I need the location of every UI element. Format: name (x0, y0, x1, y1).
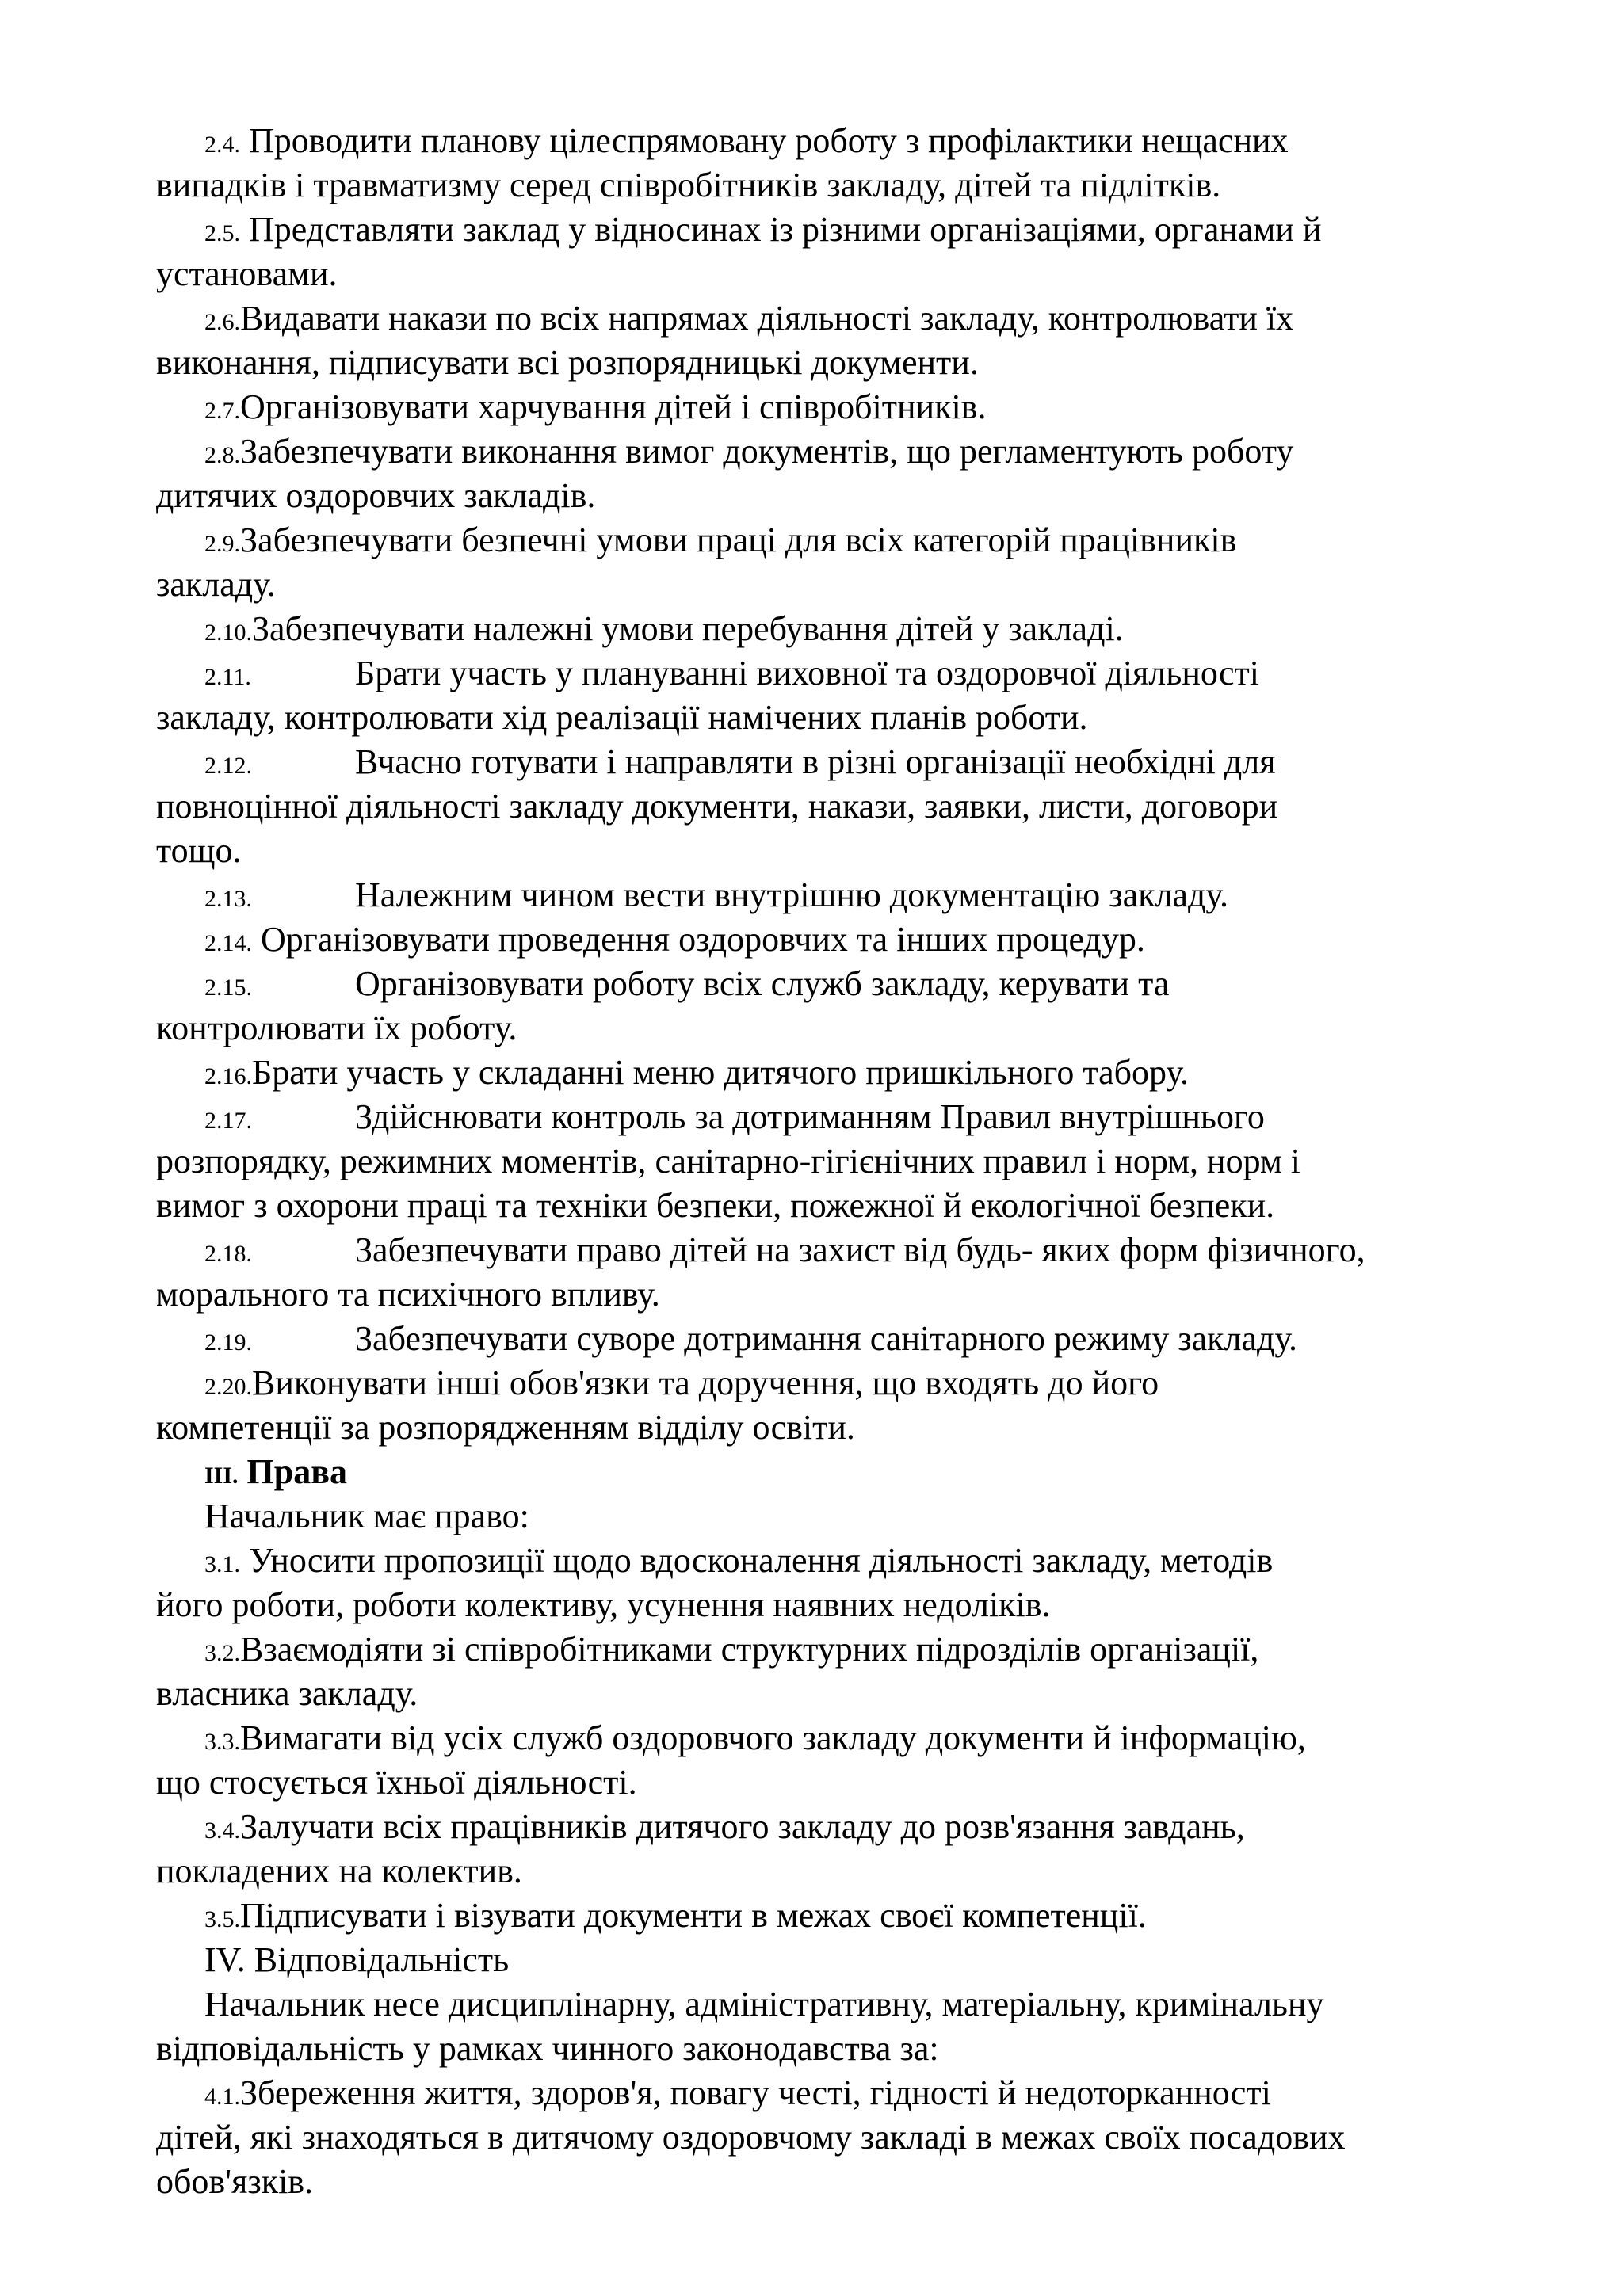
item-text: Забезпечувати безпечні умови праці для всіх категорій працівників (240, 521, 1237, 559)
item-2-8 (204, 429, 1293, 478)
item-number: 2.13. (204, 886, 252, 912)
item-number: 2.17. (204, 1108, 252, 1134)
item-number: 2.8. (204, 442, 240, 468)
item-number: 3.2. (204, 1640, 240, 1666)
item-number: 2.5. (204, 220, 240, 246)
text-line: морального та психічного впливу. (156, 1275, 660, 1314)
item-text: Забезпечувати належні умови перебування дітей у закладі. (252, 609, 1124, 648)
item-2-13 (204, 873, 1228, 921)
text-line: установами. (156, 254, 338, 293)
item-2-15 (204, 962, 1169, 1010)
item-2-16 (204, 1051, 1189, 1099)
item-number: 2.12. (204, 753, 252, 779)
item-text: Уносити пропозиції щодо вдосконалення діяльності закладу, методів (249, 1541, 1274, 1580)
item-2-10 (204, 607, 1124, 655)
item-2-11 (204, 651, 1259, 700)
item-text: Видавати накази по всіх напрямах діяльності закладу, контролювати їх (240, 299, 1294, 338)
text-line: компетенції за розпорядженням відділу освіти. (156, 1408, 855, 1447)
section-heading-rights (204, 1450, 347, 1498)
item-text: Організовувати проведення оздоровчих та інших процедур. (261, 920, 1145, 959)
text-line: вимог з охорони праці та техніки безпеки, пожежної й екологічної безпеки. (156, 1186, 1275, 1225)
text-line: закладу. (156, 565, 276, 604)
text-line: випадків і травматизму серед співробітників закладу, дітей та підлітків. (156, 166, 1221, 204)
text-line: закладу, контролювати хід реалізації намічених планів роботи. (156, 698, 1088, 737)
item-text: Брати участь у плануванні виховної та оздоровчої діяльності (355, 654, 1259, 692)
item-number: 2.10. (204, 620, 252, 646)
item-2-14 (204, 917, 1145, 966)
item-text: Належним чином вести внутрішню документацію закладу. (355, 875, 1228, 914)
item-2-4 (204, 119, 1289, 167)
item-number: 2.14. (204, 930, 252, 956)
section-heading-responsibility: IV. Відповідальність (204, 1940, 510, 1979)
item-2-5 (204, 208, 1321, 256)
item-3-3 (204, 1716, 1306, 1764)
text-line: покладених на колектив. (156, 1852, 522, 1890)
item-2-20 (204, 1361, 1159, 1409)
item-text: Залучати всіх працівників дитячого закладу до розв'язання завдань, (240, 1807, 1245, 1846)
item-2-18 (204, 1228, 1365, 1276)
item-number: 3.4. (204, 1817, 240, 1844)
text-line: відповідальність у рамках чинного законодавства за: (156, 2029, 939, 2068)
item-number: 2.7. (204, 398, 240, 424)
item-number: 2.18. (204, 1241, 252, 1267)
item-text: Брати участь у складанні меню дитячого пришкільного табору. (252, 1053, 1190, 1092)
item-text: Представляти заклад у відносинах із різними організаціями, органами й (249, 210, 1322, 249)
text-line: власника закладу. (156, 1674, 418, 1713)
item-text: Взаємодіяти зі співробітниками структурних підрозділів організації, (240, 1630, 1259, 1669)
item-text: Вчасно готувати і направляти в різні організації необхідні для (355, 742, 1276, 781)
text-line: що стосується їхньої діяльності. (156, 1763, 637, 1802)
text-line: контролювати їх роботу. (156, 1009, 517, 1047)
item-number: 3.3. (204, 1729, 240, 1755)
item-text: Забезпечувати суворе дотримання санітарного режиму закладу. (355, 1319, 1298, 1358)
item-text: Збереження життя, здоров'я, повагу честі, гідності й недоторканності (240, 2073, 1271, 2112)
text-line: Начальник несе дисциплінарну, адміністративну, матеріальну, кримінальну (204, 1985, 1324, 2023)
item-2-17 (204, 1095, 1265, 1143)
section-number: III. (204, 1463, 239, 1489)
item-number: 2.15. (204, 974, 252, 1001)
text-line: обов'язків. (156, 2162, 314, 2201)
item-text: Проводити планову цілеспрямовану роботу з профілактики нещасних (249, 121, 1289, 160)
item-2-12 (204, 740, 1276, 788)
item-3-5 (204, 1894, 1147, 1942)
text-line: його роботи, роботи колективу, усунення наявних недоліків. (156, 1585, 1051, 1624)
text-line: Начальник має право: (204, 1497, 529, 1535)
item-number: 2.16. (204, 1063, 252, 1089)
item-4-1 (204, 2071, 1271, 2119)
item-text: Забезпечувати виконання вимог документів, що регламентують роботу (240, 432, 1294, 471)
item-number: 2.11. (204, 664, 251, 690)
text-line: розпорядку, режимних моментів, санітарно-гігієнічних правил і норм, норм і (156, 1142, 1301, 1180)
text-line: дітей, які знаходяться в дитячому оздоровчому закладі в межах своїх посадових (156, 2118, 1346, 2157)
text-line: виконання, підписувати всі розпорядницькі документи. (156, 343, 979, 382)
text-line: тощо. (156, 831, 242, 870)
item-text: Забезпечувати право дітей на захист від будь- яких форм фізичного, (355, 1230, 1365, 1269)
section-title: Права (246, 1452, 347, 1491)
item-text: Здійснювати контроль за дотриманням Правил внутрішнього (355, 1097, 1265, 1136)
item-text: Організовувати роботу всіх служб закладу, керувати та (355, 964, 1170, 1003)
item-number: 2.4. (204, 132, 240, 158)
item-text: Підписувати і візувати документи в межах своєї компетенції. (240, 1896, 1147, 1935)
item-number: 3.1. (204, 1551, 240, 1577)
item-number: 2.19. (204, 1329, 252, 1356)
item-3-1 (204, 1539, 1273, 1587)
item-2-7 (204, 385, 986, 433)
item-2-6 (204, 296, 1293, 345)
text-line: дитячих оздоровчих закладів. (156, 476, 596, 515)
item-text: Виконувати інші обов'язки та доручення, що входять до його (252, 1363, 1159, 1402)
item-number: 2.9. (204, 531, 240, 557)
item-text: Організовувати харчування дітей і співробітників. (240, 387, 987, 426)
item-number: 4.1. (204, 2084, 240, 2110)
text-line: повноцінної діяльності закладу документи, накази, заявки, листи, договори (156, 787, 1278, 826)
item-2-19 (204, 1317, 1297, 1365)
item-2-9 (204, 518, 1236, 566)
item-3-2 (204, 1627, 1258, 1676)
item-number: 3.5. (204, 1906, 240, 1932)
item-number: 2.6. (204, 309, 240, 335)
item-number: 2.20. (204, 1374, 252, 1400)
item-3-4 (204, 1805, 1245, 1853)
item-text: Вимагати від усіх служб оздоровчого закладу документи й інформацію, (240, 1718, 1306, 1757)
